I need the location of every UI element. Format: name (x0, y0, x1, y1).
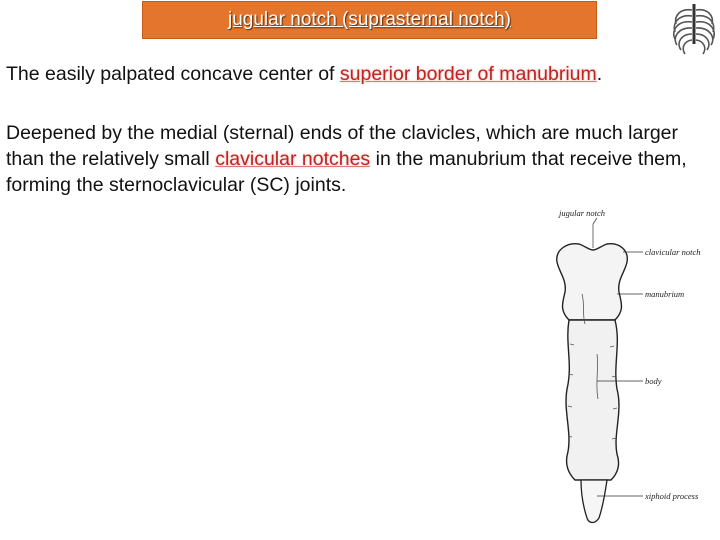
highlight-clavicular-notches: clavicular notches (215, 148, 371, 170)
paragraph1-text-start: The easily palpated concave center of (6, 63, 340, 85)
label-body: body (645, 376, 662, 386)
sternum-illustration (537, 184, 720, 540)
label-manubrium: manubrium (645, 289, 685, 299)
paragraph-definition (6, 61, 711, 87)
slide-title: jugular notch (suprasternal notch) (227, 9, 512, 30)
highlight-superior-border: superior border of manubrium (339, 63, 597, 85)
label-jugular-notch: jugular notch (559, 208, 606, 218)
slide-title-box (142, 1, 597, 39)
ribcage-icon (668, 0, 720, 62)
paragraph2-text-start: Deepened by the medial (sternal) ends of the clavicles, which are much larger than the relatively small (6, 122, 679, 170)
label-xiphoid-process: xiphoid process (645, 491, 699, 501)
paragraph2-text-end: in the manubrium that receive them, forming the sternoclavicular (SC) joints. (6, 148, 687, 196)
label-clavicular-notch: clavicular notch (645, 247, 701, 257)
paragraph1-text-end: . (596, 63, 603, 85)
